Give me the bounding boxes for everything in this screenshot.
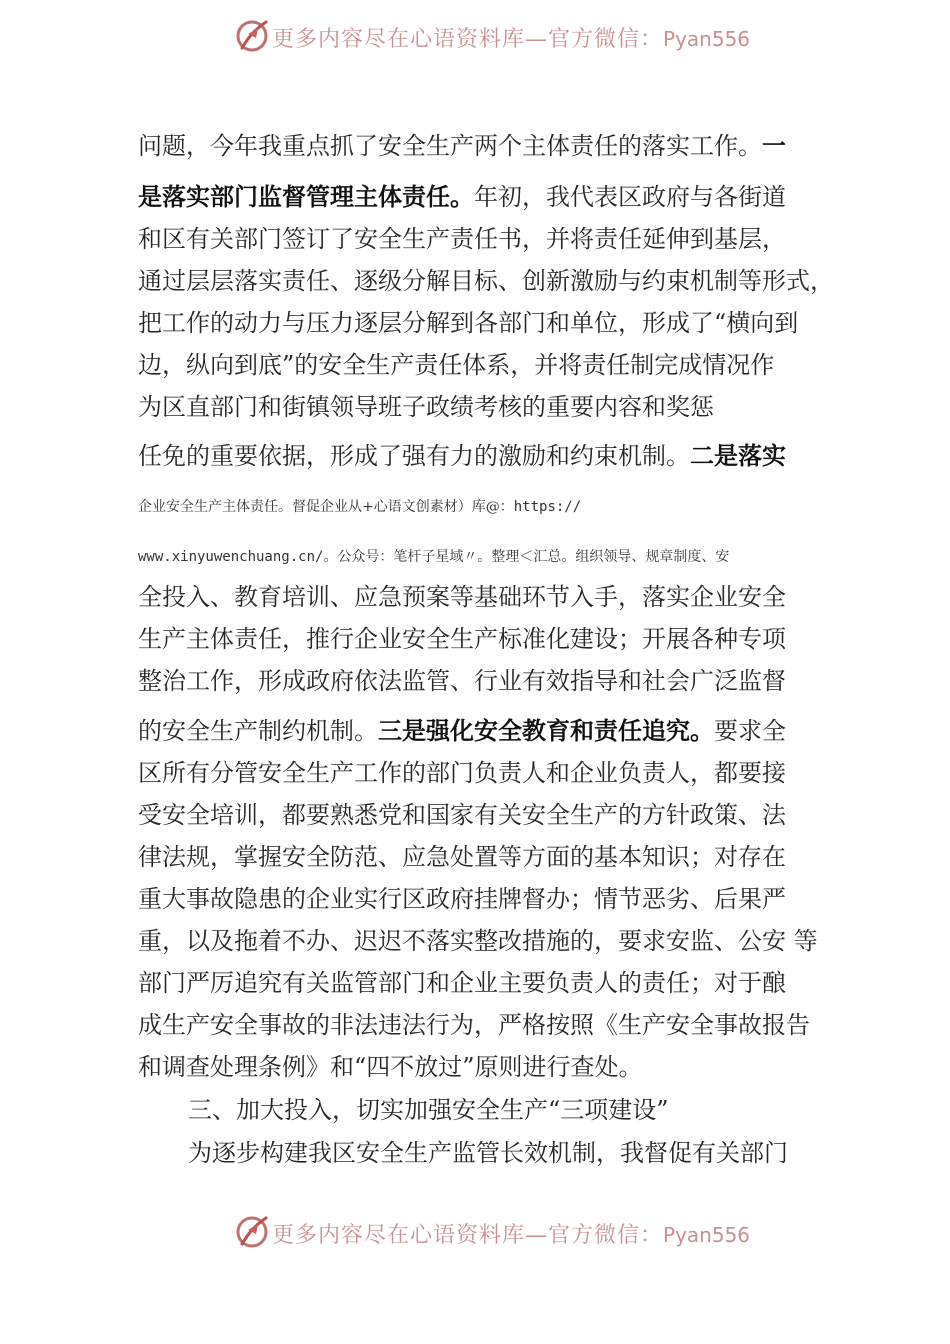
text-line: 重，以及拖着不办、迟迟不落实整改措施的，要求安监、公安 等 — [138, 927, 818, 955]
text-span: 。公众号：笔杆子星域〃。整理＜汇总。组织领导、规章制度、安 — [323, 549, 730, 565]
small-note-line — [138, 497, 581, 517]
text-line: 和区有关部门签订了安全生产责任书，并将责任延伸到基层， — [138, 225, 786, 253]
watermark-title: 更多内容尽在心语资料库—官方微信： — [272, 27, 664, 52]
text-line: 生产主体责任，推行企业安全生产标准化建设；开展各种专项 — [138, 625, 786, 653]
watermark-title: 更多内容尽在心语资料库—官方微信： — [272, 1223, 664, 1248]
bold-heading-fragment: 是落实部门监督管理主体责任。 — [138, 183, 474, 211]
text-line: 部门严厉追究有关监管部门和企业主要负责人的责任；对于酿 — [138, 969, 786, 997]
text-line: 全投入、教育培训、应急预案等基础环节入手，落实企业安全 — [138, 583, 786, 611]
text-line: 为区直部门和街镇领导班子政绩考核的重要内容和奖惩 — [138, 393, 714, 421]
text-span: 任免的重要依据，形成了强有力的激励和约束机制。 — [138, 442, 690, 470]
bold-heading-fragment: 二是落实 — [690, 442, 786, 470]
text-line: 把工作的动力与压力逐层分解到各部门和单位，形成了“横向到 — [138, 309, 799, 337]
text-span: 年初，我代表区政府与各街道 — [474, 183, 786, 211]
text-line: 受安全培训，都要熟悉党和国家有关安全生产的方针政策、法 — [138, 801, 786, 829]
small-note-line — [138, 547, 729, 567]
text-line — [138, 181, 786, 213]
xinyu-logo-icon — [234, 18, 270, 54]
text-line: 和调查处理条例》和“四不放过”原则进行查处。 — [138, 1053, 643, 1081]
watermark-wechat-id: Pyan556 — [663, 27, 751, 51]
watermark-header — [0, 16, 950, 56]
url-text: www.xinyuwenchuang.cn/ — [138, 549, 324, 565]
text-line: 律法规，掌握安全防范、应急处置等方面的基本知识；对存在 — [138, 843, 786, 871]
text-line: 成生产安全事故的非法违法行为，严格按照《生产安全事故报告 — [138, 1011, 810, 1039]
text-span: 企业安全生产主体责任。督促企业从+心语文创素材）库@： — [138, 499, 514, 515]
text-span: 的安全生产制约机制。 — [138, 717, 378, 745]
text-line: 为逐步构建我区安全生产监管长效机制，我督促有关部门 — [188, 1139, 788, 1167]
watermark-wechat-id: Pyan556 — [663, 1223, 751, 1247]
text-line: 边，纵向到底”的安全生产责任体系，并将责任制完成情况作 — [138, 351, 775, 379]
watermark-text — [272, 22, 750, 53]
text-line — [138, 715, 786, 747]
bold-heading-fragment: 一 — [762, 132, 786, 160]
watermark-footer — [0, 1212, 950, 1252]
text-line — [138, 440, 786, 472]
watermark-text — [272, 1218, 750, 1249]
url-text: https:// — [513, 499, 582, 515]
text-line: 整治工作，形成政府依法监管、行业有效指导和社会广泛监督 — [138, 667, 786, 695]
text-span: 要求全 — [714, 717, 786, 745]
section-heading: 三、加大投入，切实加强安全生产“三项建设” — [188, 1096, 669, 1124]
text-line — [138, 130, 786, 162]
bold-heading-fragment: 三是强化安全教育和责任追究。 — [378, 717, 714, 745]
text-span: 问题，今年我重点抓了安全生产两个主体责任的落实工作。 — [138, 132, 762, 160]
xinyu-logo-icon — [234, 1214, 270, 1250]
text-line: 通过层层落实责任、逐级分解目标、创新激励与约束机制等形式， — [138, 267, 834, 295]
text-line: 重大事故隐患的企业实行区政府挂牌督办；情节恶劣、后果严 — [138, 885, 786, 913]
text-line: 区所有分管安全生产工作的部门负责人和企业负责人，都要接 — [138, 759, 786, 787]
